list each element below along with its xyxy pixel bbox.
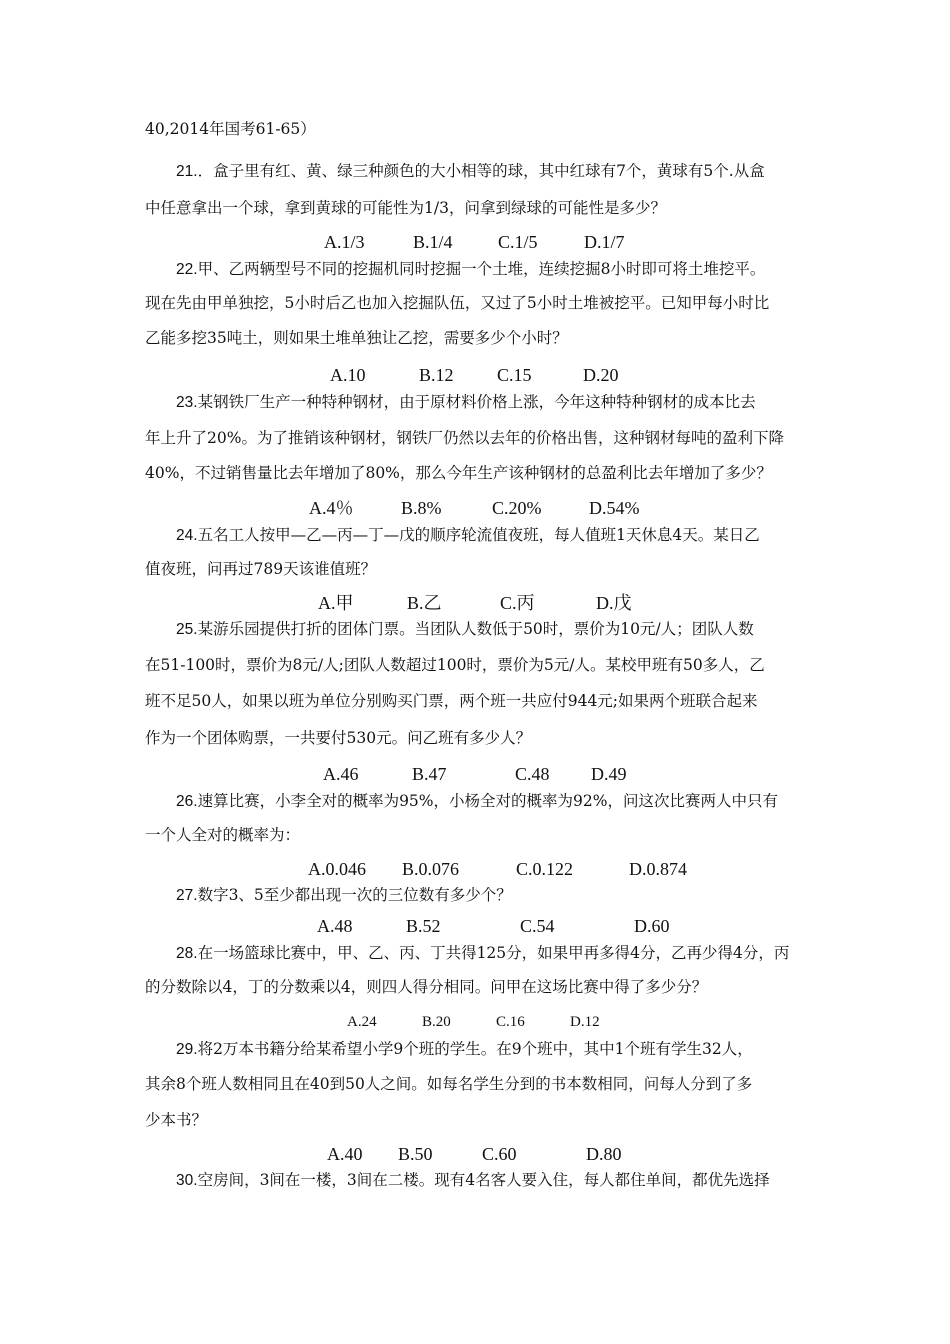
question-22-line-2: 现在先由甲单独挖，5小时后乙也加入挖掘队伍，又过了5小时土堆被挖平。已知甲每小时比 <box>145 294 770 312</box>
question-21-line-1 <box>176 160 765 183</box>
option-d: D.20 <box>583 365 619 385</box>
question-23-line-2: 年上升了20%。为了推销该种钢材，钢铁厂仍然以去年的价格出售，这种钢材每吨的盈利下降 <box>145 429 784 447</box>
question-29-line-2: 其余8个班人数相同且在40到50人之间。如每名学生分到的书本数相同，问每人分到了多 <box>145 1075 753 1093</box>
option-d: D.60 <box>634 916 670 936</box>
question-29-line-3: 少本书？ <box>145 1111 208 1129</box>
option-b: B.8% <box>401 498 442 518</box>
option-a: A.24 <box>347 1014 377 1030</box>
option-a: A.0.046 <box>308 859 366 879</box>
option-b: B.50 <box>398 1144 433 1164</box>
option-a: A.1/3 <box>324 232 365 252</box>
option-c: C.54 <box>520 916 555 936</box>
question-text: 速算比赛，小李全对的概率为95%，小杨全对的概率为92%，问这次比赛两人中只有 <box>197 792 778 810</box>
question-26-line-1 <box>176 790 778 813</box>
question-23-line-3: 40%，不过销售量比去年增加了80%，那么今年生产该种钢材的总盈利比去年增加了多少？ <box>145 464 772 482</box>
question-text: 五名工人按甲—乙—丙—丁—戊的顺序轮流值夜班，每人值班1天休息4天。某日乙 <box>197 526 760 544</box>
question-number: 29. <box>176 1041 198 1058</box>
option-d: D.戊 <box>596 593 632 613</box>
option-d: D.49 <box>591 764 627 784</box>
option-c: C.60 <box>482 1144 517 1164</box>
question-27-line-1 <box>176 884 512 907</box>
question-25-line-1 <box>176 618 754 641</box>
question-22-line-3: 乙能多挖35吨土，则如果土堆单独让乙挖，需要多少个小时？ <box>145 329 568 347</box>
option-c: C.0.122 <box>516 859 574 879</box>
question-text: 甲、乙两辆型号不同的挖掘机同时挖掘一个土堆，连续挖掘8小时即可将土堆挖平。 <box>197 260 766 278</box>
question-text: 将2万本书籍分给某希望小学9个班的学生。在9个班中，其中1个班有学生32人， <box>197 1040 753 1058</box>
option-b: B.12 <box>419 365 454 385</box>
option-a: A.甲 <box>318 593 354 613</box>
header-fragment: 40,2014年国考61-65） <box>145 120 316 138</box>
option-a: A.10 <box>330 365 366 385</box>
question-29-line-1 <box>176 1038 753 1061</box>
question-22-line-1 <box>176 258 765 281</box>
option-d: D.0.874 <box>629 859 687 879</box>
option-a: A.40 <box>327 1144 363 1164</box>
question-21-line-2: 中任意拿出一个球，拿到黄球的可能性为1/3，问拿到绿球的可能性是多少？ <box>145 199 666 217</box>
option-b: B.0.076 <box>402 859 460 879</box>
question-number: 24. <box>176 527 198 544</box>
question-number: 23. <box>176 394 198 411</box>
option-d: D.80 <box>586 1144 622 1164</box>
option-c: C.丙 <box>500 593 535 613</box>
question-26-line-2: 一个人全对的概率为： <box>145 826 301 844</box>
option-c: C.1/5 <box>498 232 538 252</box>
question-text: 空房间，3间在一楼，3间在二楼。现有4名客人要入住，每人都住单间，都优先选择 <box>197 1171 770 1189</box>
question-number: 26. <box>176 793 198 810</box>
option-d: D.54% <box>589 498 640 518</box>
question-text: 某游乐园提供打折的团体门票。当团队人数低于50时，票价为10元/人；团队人数 <box>197 620 754 638</box>
question-28-line-1 <box>176 942 789 965</box>
option-d: D.1/7 <box>584 232 625 252</box>
question-number: 21. <box>176 163 198 180</box>
option-b: B.52 <box>406 916 441 936</box>
option-c: C.20% <box>492 498 542 518</box>
question-28-line-2: 的分数除以4，丁的分数乘以4，则四人得分相同。问甲在这场比赛中得了多少分？ <box>145 978 708 996</box>
question-text: 某钢铁厂生产一种特种钢材，由于原材料价格上涨，今年这种特种钢材的成本比去 <box>197 393 756 411</box>
question-number: 25. <box>176 621 198 638</box>
option-a: A.48 <box>317 916 353 936</box>
question-25-line-3: 班不足50人，如果以班为单位分别购买门票，两个班一共应付944元;如果两个班联合起来 <box>145 692 758 710</box>
option-c: C.48 <box>515 764 550 784</box>
option-a: A.46 <box>323 764 359 784</box>
question-number: 22. <box>176 261 198 278</box>
option-b: B.1/4 <box>413 232 453 252</box>
question-text: 在一场篮球比赛中，甲、乙、丙、丁共得125分，如果甲再多得4分，乙再少得4分，丙 <box>197 944 790 962</box>
option-d: D.12 <box>570 1014 600 1030</box>
question-text: 数字3、5至少都出现一次的三位数有多少个？ <box>197 886 512 904</box>
question-text: ．盒子里有红、黄、绿三种颜色的大小相等的球，其中红球有7个，黄球有5个.从盒 <box>197 162 765 180</box>
question-23-line-1 <box>176 391 756 414</box>
question-25-line-2: 在51-100时，票价为8元/人;团队人数超过100时，票价为5元/人。某校甲班有50多人，乙 <box>145 656 765 674</box>
option-b: B.47 <box>412 764 447 784</box>
question-number: 27. <box>176 887 198 904</box>
option-b: B.乙 <box>407 593 442 613</box>
option-c: C.15 <box>497 365 532 385</box>
question-24-line-1 <box>176 524 760 547</box>
option-c: C.16 <box>496 1014 525 1030</box>
question-number: 30. <box>176 1172 198 1189</box>
question-30-line-1 <box>176 1169 770 1192</box>
option-a: A.4％ <box>309 498 354 518</box>
question-number: 28. <box>176 945 198 962</box>
question-24-line-2: 值夜班，问再过789天该谁值班？ <box>145 560 377 578</box>
option-b: B.20 <box>422 1014 451 1030</box>
question-25-line-4: 作为一个团体购票，一共要付530元。问乙班有多少人？ <box>145 729 532 747</box>
